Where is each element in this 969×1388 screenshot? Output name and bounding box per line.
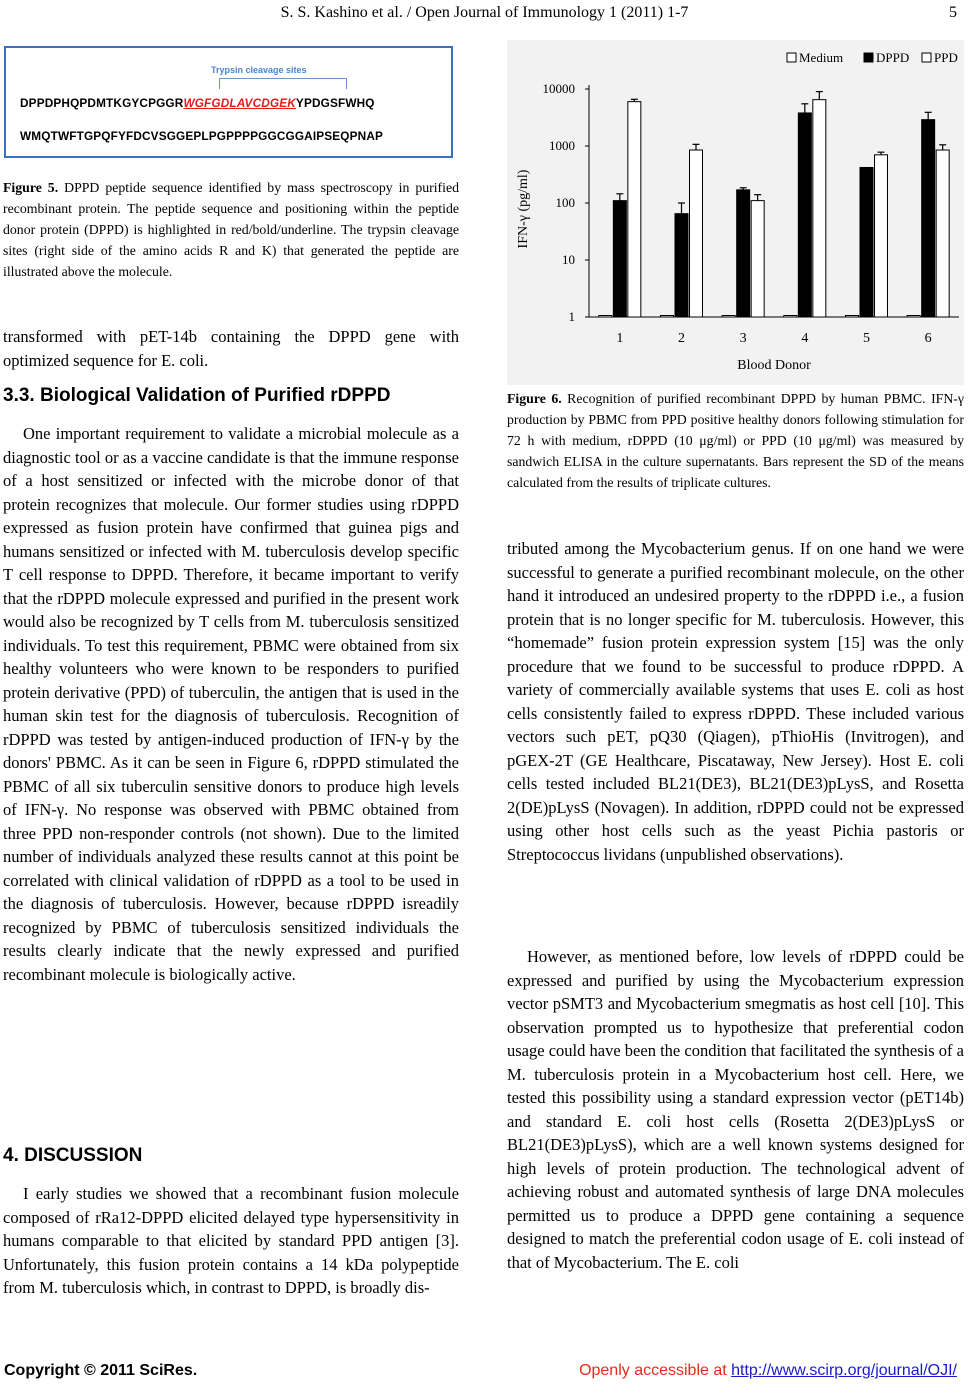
paragraph-tributed: tributed among the Mycobacterium genus. If on one hand we were successful to generate a purified recombinant molecule, on the other hand it introduced an undesired property to the rDPPD i.e., a fusion protein that is no longer specific for M. tuberculosis. However, this “homemade” fusion protein expression system [15] was the only procedure that we found to be successful to produce rDPPD. A variety of commercially available systems that uses E. coli as host cells consistently failed to express rDPPD. These included various vectors such pET, pQ30 (Qiagen), pThioHis (Invitrogen), and pGEX-2T (GE Healthcare, Piscataway, New Jersey). Host E. coli cells tested included BL21(DE3), BL21(DE3)pLysS, and Rosetta 2(DE)pLysS (Novagen). In addition, rDPPD could not be expressed using other host cells such as the yeast Pichia pastoris or Streptococcus lividans (unpublished observations). — [507, 539, 964, 864]
figure6-chart — [507, 40, 964, 385]
bar-medium-donor-5 — [846, 316, 859, 318]
bar-ppd-donor-4 — [813, 100, 826, 317]
open-access-prefix: Openly accessible at — [579, 1362, 732, 1379]
section-heading-4: 4. DISCUSSION — [3, 1145, 143, 1166]
legend-swatch-dppd — [864, 53, 873, 62]
figure6-caption-text: Recognition of purified recombinant DPPD by human PBMC. IFN-γ production by PBMC from PPD positive healthy donors following stimulation for 72 h with medium, rDPPD (10 μg/ml) or PPD (10 μg/ml) was measured by sandwich ELISA in the culture supernatants. Bars represent the SD of the means calculated from the results of triplicate cultures. — [507, 391, 964, 490]
figure5-sequence-box — [4, 46, 453, 158]
bar-ppd-donor-6 — [936, 150, 949, 317]
cleavage-bracket — [219, 78, 347, 89]
y-tick-label: 1 — [568, 309, 575, 324]
x-tick-label: 4 — [801, 331, 809, 346]
running-head: S. S. Kashino et al. / Open Journal of Immunology 1 (2011) 1-7 — [280, 4, 689, 21]
open-access-notice — [579, 1362, 957, 1380]
bar-dppd-donor-4 — [798, 113, 811, 317]
paragraph-validation: One important requirement to validate a microbial molecule as a diagnostic tool or as a vaccine candidate is that the immune response of a host sensitized or infected with the microbe donor of that protein recognizes that molecule. Our former studies using rDPPD expressed as fusion protein have confirmed that guinea pigs and humans sensitized or infected with M. tuberculosis develop specific T cell response to DPPD. Therefore, it became important to verify that the rDPPD molecule expressed and purified in the present work would also be recognized by T cells from M. tuberculosis sensitized individuals. To test this requirement, PBMC were obtained from six healthy volunteers who were known to be responders to purified protein derivative (PPD) of tuberculin, the antigen that is used in the human skin test for the diagnosis of tuberculosis. Recognition of rDPPD was tested by antigen-induced production of IFN-γ by the donors' PBMC. As it can be seen in Figure 6, rDPPD stimulated the PBMC of all six tuberculin sensitive donors to produce high levels of IFN-γ. No response was observed with PBMC obtained from three PPD non-responder controls (not shown). Due to the limited number of individuals analyzed these results cannot at this point be correlated with clinical validation of rDPPD as a tool to be used in the diagnosis of tuberculosis. However, because rDPPD isreadily recognized by PBMC of tuberculosis sensitized individuals the results clearly indicate that the newly expressed and purified recombinant molecule is biologically active. — [3, 424, 459, 984]
bar-ppd-donor-3 — [751, 201, 764, 317]
bar-dppd-donor-2 — [675, 214, 688, 317]
paragraph-transformed: transformed with pET-14b containing the DPPD gene with optimized sequence for E. coli. — [3, 327, 459, 370]
figure6-caption-label: Figure 6. — [507, 391, 562, 406]
y-tick-label: 1000 — [549, 138, 575, 153]
sequence-highlight: WGFGDLAVCDGEK — [183, 96, 296, 110]
sequence-suffix: YPDGSFWHQ — [295, 96, 375, 110]
figure5-caption-label: Figure 5. — [3, 180, 59, 195]
bar-ppd-donor-1 — [628, 102, 641, 317]
page-number: 5 — [949, 4, 957, 21]
section-heading-3-3: 3.3. Biological Validation of Purified rDPPD — [3, 385, 391, 406]
x-tick-label: 1 — [616, 331, 624, 346]
journal-link[interactable]: http://www.scirp.org/journal/OJI/ — [731, 1362, 957, 1379]
paragraph-discussion: I early studies we showed that a recombinant fusion molecule composed of rRa12-DPPD elicited delayed type hypersensitivity in humans comparable to that elicited by standard PPD antigen [3]. Unfortunately, this fusion protein contains a 14 kDa polypeptide from M. tuberculosis which, in contrast to DPPD, is broadly dis- — [3, 1184, 459, 1297]
paragraph-however: However, as mentioned before, low levels of rDPPD could be expressed and purified by using the Mycobacterium expression vector pSMT3 and Mycobacterium smegmatis as host cell [10]. This observation prompted us to hypothesize that preferential codon usage could have been the condition that facilitated the synthesis of a M. tuberculosis protein in a Mycobacterium host cell. Here, we tested this possibility using a standard expression vector (pET14b) and standard E. coli host cells (Rosetta 2(DE3)pLysS or BL21(DE3)pLysS), which are a well known systems designed for high levels of protein production. The technological advent of achieving robust and automated synthesis of large DNA molecules permitted us to produce a DPPD gene containing a sequence designed to match the preferential codon usage of E. coli instead of that of Mycobacterium. The E. coli — [507, 947, 964, 1272]
y-tick-label: 100 — [555, 195, 575, 210]
figure5-caption-text: DPPD peptide sequence identified by mass spectroscopy in purified recombinant protein. The peptide sequence and positioning within the peptide donor protein (DPPD) is highlighted in red/bold/underline. The trypsin cleavage sites (right side of the amino acids R and K) that generated the peptide are illustrated above the molecule. — [3, 180, 459, 279]
bar-medium-donor-1 — [599, 316, 612, 318]
legend-label-ppd: PPD — [934, 50, 958, 65]
figure5-caption — [3, 177, 459, 282]
chart-svg — [507, 40, 964, 385]
bar-medium-donor-3 — [722, 316, 735, 318]
bar-ppd-donor-5 — [875, 155, 888, 317]
bar-medium-donor-6 — [907, 316, 920, 318]
x-axis-title: Blood Donor — [737, 358, 811, 373]
y-tick-label: 10 — [562, 252, 575, 267]
trypsin-cleavage-label: Trypsin cleavage sites — [211, 65, 307, 75]
bar-dppd-donor-6 — [922, 120, 935, 317]
sequence-line-2: WMQTWFTGPQFYFDCVSGGEPLPGPPPPGGCGGAIPSEQPNAP — [20, 129, 384, 143]
y-axis-title: IFN-γ (pg/ml) — [516, 169, 531, 249]
bar-dppd-donor-5 — [860, 167, 873, 317]
bar-ppd-donor-2 — [690, 150, 703, 317]
legend-swatch-medium — [787, 53, 796, 62]
legend-label-dppd: DPPD — [876, 50, 910, 65]
x-tick-label: 6 — [924, 331, 932, 346]
x-tick-label: 3 — [739, 331, 747, 346]
bar-dppd-donor-3 — [737, 190, 750, 317]
bar-dppd-donor-1 — [613, 201, 626, 317]
sequence-prefix: DPPDPHQPDMTKGYCPGGR — [20, 96, 184, 110]
bar-medium-donor-2 — [661, 316, 674, 318]
copyright-notice: Copyright © 2011 SciRes. — [4, 1362, 198, 1379]
legend-label-medium: Medium — [799, 50, 844, 65]
figure6-caption — [507, 388, 964, 493]
x-tick-label: 5 — [863, 331, 870, 346]
y-tick-label: 10000 — [542, 81, 575, 96]
x-tick-label: 2 — [678, 331, 685, 346]
bar-medium-donor-4 — [784, 316, 797, 318]
legend-swatch-ppd — [922, 53, 931, 62]
sequence-line-1 — [20, 96, 375, 110]
